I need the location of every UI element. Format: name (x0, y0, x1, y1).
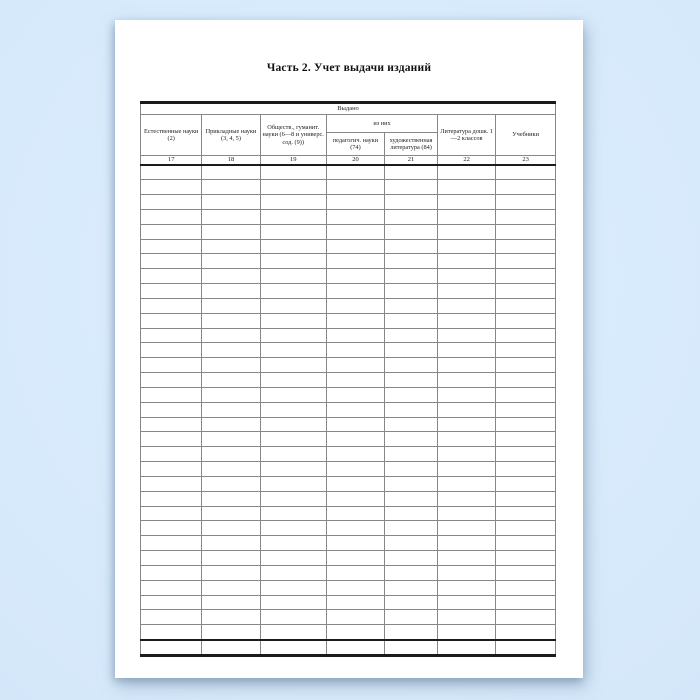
empty-cell (260, 209, 326, 224)
empty-cell (141, 313, 202, 328)
empty-cell (496, 165, 556, 180)
issuance-table (140, 101, 556, 657)
empty-cell (260, 165, 326, 180)
empty-cell (438, 254, 496, 269)
empty-cell (326, 580, 384, 595)
empty-cell (141, 269, 202, 284)
empty-cell (496, 387, 556, 402)
empty-cell (260, 387, 326, 402)
empty-cell (438, 313, 496, 328)
empty-cell (326, 462, 384, 477)
empty-cell (260, 610, 326, 625)
empty-cell (202, 536, 260, 551)
empty-cell (141, 298, 202, 313)
empty-cell (438, 402, 496, 417)
column-number: 22 (438, 156, 496, 166)
empty-cell (326, 417, 384, 432)
empty-cell (438, 343, 496, 358)
empty-cell (438, 462, 496, 477)
empty-cell (496, 402, 556, 417)
empty-cell (141, 387, 202, 402)
empty-cell (260, 536, 326, 551)
empty-cell (384, 195, 437, 210)
empty-cell (260, 506, 326, 521)
table-row (141, 358, 556, 373)
table-row (141, 224, 556, 239)
empty-cell (141, 343, 202, 358)
empty-cell (260, 328, 326, 343)
empty-cell (384, 328, 437, 343)
empty-cell (202, 269, 260, 284)
empty-cell (260, 417, 326, 432)
empty-cell (496, 328, 556, 343)
empty-cell (384, 595, 437, 610)
table-row (141, 195, 556, 210)
empty-cell (326, 209, 384, 224)
empty-cell (141, 417, 202, 432)
empty-cell (141, 462, 202, 477)
empty-cell (141, 432, 202, 447)
empty-cell (260, 640, 326, 656)
empty-cell (496, 506, 556, 521)
empty-cell (384, 551, 437, 566)
empty-cell (260, 625, 326, 640)
empty-cell (141, 224, 202, 239)
empty-cell (496, 447, 556, 462)
empty-cell (326, 298, 384, 313)
empty-cell (202, 313, 260, 328)
table-row (141, 580, 556, 595)
empty-cell (326, 640, 384, 656)
empty-cell (438, 580, 496, 595)
empty-cell (384, 447, 437, 462)
empty-cell (326, 343, 384, 358)
empty-cell (202, 462, 260, 477)
table-row (141, 476, 556, 491)
empty-cell (496, 595, 556, 610)
empty-cell (141, 625, 202, 640)
empty-cell (202, 521, 260, 536)
group-header-vydano: Выдано (141, 103, 556, 115)
table-row (141, 432, 556, 447)
empty-cell (326, 506, 384, 521)
empty-cell (260, 343, 326, 358)
empty-cell (260, 432, 326, 447)
empty-cell (496, 239, 556, 254)
empty-cell (326, 373, 384, 388)
empty-cell (496, 224, 556, 239)
empty-cell (260, 239, 326, 254)
column-header-fiction-literature: художественная литература (84) (384, 133, 437, 156)
empty-cell (202, 387, 260, 402)
empty-cell (496, 343, 556, 358)
table-row (141, 209, 556, 224)
empty-cell (438, 625, 496, 640)
empty-cell (202, 565, 260, 580)
empty-cell (260, 195, 326, 210)
empty-cell (438, 565, 496, 580)
empty-cell (438, 476, 496, 491)
empty-cell (260, 313, 326, 328)
empty-cell (496, 551, 556, 566)
table-row (141, 536, 556, 551)
empty-cell (260, 358, 326, 373)
empty-cell (260, 269, 326, 284)
empty-cell (202, 180, 260, 195)
table-row (141, 595, 556, 610)
empty-cell (384, 373, 437, 388)
empty-cell (384, 313, 437, 328)
empty-cell (384, 536, 437, 551)
empty-cell (438, 551, 496, 566)
empty-cell (438, 373, 496, 388)
empty-cell (384, 239, 437, 254)
table-row (141, 313, 556, 328)
empty-cell (384, 269, 437, 284)
totals-row (141, 640, 556, 656)
empty-cell (384, 358, 437, 373)
empty-cell (202, 195, 260, 210)
empty-cell (384, 565, 437, 580)
empty-cell (260, 373, 326, 388)
empty-cell (141, 328, 202, 343)
empty-cell (202, 298, 260, 313)
table-row (141, 462, 556, 477)
empty-cell (496, 209, 556, 224)
empty-cell (496, 610, 556, 625)
empty-cell (496, 313, 556, 328)
empty-cell (326, 269, 384, 284)
empty-cell (496, 284, 556, 299)
empty-cell (326, 521, 384, 536)
empty-cell (326, 165, 384, 180)
empty-cell (384, 462, 437, 477)
empty-cell (496, 640, 556, 656)
empty-cell (496, 417, 556, 432)
column-header-natural-sciences: Естественные науки (2) (141, 115, 202, 156)
empty-cell (384, 580, 437, 595)
empty-cell (496, 565, 556, 580)
page-title: Часть 2. Учет выдачи изданий (266, 62, 432, 74)
empty-cell (141, 595, 202, 610)
empty-cell (326, 328, 384, 343)
empty-cell (438, 328, 496, 343)
empty-cell (384, 165, 437, 180)
empty-cell (141, 476, 202, 491)
table-row (141, 447, 556, 462)
empty-cell (202, 447, 260, 462)
empty-cell (202, 625, 260, 640)
empty-cell (326, 610, 384, 625)
table-row (141, 610, 556, 625)
empty-cell (141, 551, 202, 566)
column-header-pedagogical-sciences: педагогич. науки (74) (326, 133, 384, 156)
empty-cell (438, 447, 496, 462)
column-number: 23 (496, 156, 556, 166)
empty-cell (438, 387, 496, 402)
empty-cell (438, 195, 496, 210)
empty-cell (141, 491, 202, 506)
empty-cell (326, 432, 384, 447)
empty-cell (384, 224, 437, 239)
empty-cell (438, 521, 496, 536)
empty-cell (260, 254, 326, 269)
table-row (141, 373, 556, 388)
table-row (141, 254, 556, 269)
empty-cell (141, 447, 202, 462)
empty-cell (141, 565, 202, 580)
empty-cell (326, 447, 384, 462)
empty-cell (496, 180, 556, 195)
empty-cell (326, 402, 384, 417)
empty-cell (438, 269, 496, 284)
empty-cell (141, 373, 202, 388)
empty-cell (438, 298, 496, 313)
empty-cell (326, 254, 384, 269)
empty-cell (260, 402, 326, 417)
empty-cell (326, 224, 384, 239)
empty-cell (326, 491, 384, 506)
empty-cell (202, 551, 260, 566)
empty-cell (384, 402, 437, 417)
column-number: 18 (202, 156, 260, 166)
empty-cell (384, 610, 437, 625)
empty-cell (384, 417, 437, 432)
empty-cell (384, 387, 437, 402)
empty-cell (141, 209, 202, 224)
empty-cell (260, 551, 326, 566)
empty-cell (438, 432, 496, 447)
empty-cell (202, 580, 260, 595)
column-header-row (141, 115, 556, 133)
empty-cell (496, 195, 556, 210)
table-row (141, 551, 556, 566)
empty-cell (202, 610, 260, 625)
column-number: 17 (141, 156, 202, 166)
empty-cell (202, 595, 260, 610)
subgroup-header-iz-nikh: из них (326, 115, 437, 133)
empty-cell (438, 610, 496, 625)
empty-cell (141, 610, 202, 625)
empty-cell (202, 254, 260, 269)
empty-cell (141, 402, 202, 417)
empty-cell (496, 358, 556, 373)
empty-cell (384, 521, 437, 536)
empty-cell (496, 462, 556, 477)
empty-cell (326, 358, 384, 373)
empty-cell (326, 476, 384, 491)
empty-cell (438, 506, 496, 521)
empty-cell (384, 432, 437, 447)
empty-cell (496, 298, 556, 313)
empty-cell (326, 313, 384, 328)
empty-cell (496, 491, 556, 506)
table-body (141, 165, 556, 656)
empty-cell (384, 254, 437, 269)
empty-cell (438, 239, 496, 254)
empty-cell (438, 595, 496, 610)
empty-cell (141, 239, 202, 254)
empty-cell (438, 536, 496, 551)
empty-cell (326, 551, 384, 566)
empty-cell (384, 625, 437, 640)
empty-cell (260, 580, 326, 595)
group-header-row (141, 103, 556, 115)
table-row (141, 565, 556, 580)
empty-cell (260, 224, 326, 239)
empty-cell (384, 491, 437, 506)
empty-cell (202, 358, 260, 373)
empty-cell (326, 595, 384, 610)
column-header-preschool-literature: Литература дошк. 1—2 классов (438, 115, 496, 156)
empty-cell (260, 298, 326, 313)
empty-cell (438, 180, 496, 195)
empty-cell (384, 209, 437, 224)
empty-cell (141, 165, 202, 180)
empty-cell (326, 284, 384, 299)
empty-cell (496, 254, 556, 269)
column-number-row (141, 156, 556, 166)
empty-cell (202, 239, 260, 254)
empty-cell (260, 595, 326, 610)
empty-cell (202, 343, 260, 358)
table-row (141, 165, 556, 180)
empty-cell (260, 447, 326, 462)
empty-cell (496, 432, 556, 447)
empty-cell (384, 180, 437, 195)
empty-cell (384, 506, 437, 521)
empty-cell (141, 536, 202, 551)
empty-cell (384, 343, 437, 358)
empty-cell (326, 239, 384, 254)
table-row (141, 239, 556, 254)
empty-cell (438, 417, 496, 432)
empty-cell (202, 476, 260, 491)
empty-cell (384, 284, 437, 299)
empty-cell (260, 476, 326, 491)
empty-cell (141, 580, 202, 595)
empty-cell (260, 565, 326, 580)
empty-cell (202, 417, 260, 432)
empty-cell (202, 491, 260, 506)
empty-cell (202, 328, 260, 343)
empty-cell (260, 491, 326, 506)
empty-cell (438, 640, 496, 656)
empty-cell (202, 373, 260, 388)
table-row (141, 269, 556, 284)
table-row (141, 417, 556, 432)
empty-cell (202, 224, 260, 239)
table-row (141, 343, 556, 358)
empty-cell (202, 506, 260, 521)
empty-cell (384, 640, 437, 656)
empty-cell (496, 521, 556, 536)
column-header-applied-sciences: Прикладные науки (3, 4, 5) (202, 115, 260, 156)
empty-cell (202, 432, 260, 447)
table-row (141, 328, 556, 343)
table-header (141, 103, 556, 166)
table-row (141, 298, 556, 313)
column-number: 20 (326, 156, 384, 166)
table-row (141, 284, 556, 299)
empty-cell (438, 358, 496, 373)
column-header-textbooks: Учебники (496, 115, 556, 156)
empty-cell (496, 536, 556, 551)
empty-cell (260, 521, 326, 536)
document-page (115, 20, 583, 678)
empty-cell (202, 640, 260, 656)
column-header-social-humanities: Обществ., гуманит. науки (6—8 и универс. сод. (9)) (260, 115, 326, 156)
table-row (141, 506, 556, 521)
empty-cell (202, 209, 260, 224)
table-row (141, 625, 556, 640)
empty-cell (141, 358, 202, 373)
empty-cell (326, 625, 384, 640)
empty-cell (496, 373, 556, 388)
column-number: 21 (384, 156, 437, 166)
empty-cell (326, 565, 384, 580)
table-row (141, 387, 556, 402)
empty-cell (141, 180, 202, 195)
empty-cell (141, 640, 202, 656)
table-row (141, 521, 556, 536)
empty-cell (202, 284, 260, 299)
table-row (141, 491, 556, 506)
empty-cell (496, 580, 556, 595)
empty-cell (141, 195, 202, 210)
empty-cell (141, 521, 202, 536)
empty-cell (326, 180, 384, 195)
empty-cell (496, 625, 556, 640)
empty-cell (496, 476, 556, 491)
empty-cell (202, 165, 260, 180)
empty-cell (438, 491, 496, 506)
empty-cell (202, 402, 260, 417)
table-row (141, 180, 556, 195)
empty-cell (141, 284, 202, 299)
empty-cell (438, 165, 496, 180)
empty-cell (438, 209, 496, 224)
empty-cell (438, 224, 496, 239)
empty-cell (384, 298, 437, 313)
empty-cell (260, 284, 326, 299)
empty-cell (326, 195, 384, 210)
empty-cell (141, 254, 202, 269)
empty-cell (326, 536, 384, 551)
empty-cell (496, 269, 556, 284)
empty-cell (260, 180, 326, 195)
empty-cell (260, 462, 326, 477)
empty-cell (326, 387, 384, 402)
column-number: 19 (260, 156, 326, 166)
table-row (141, 402, 556, 417)
empty-cell (384, 476, 437, 491)
empty-cell (438, 284, 496, 299)
empty-cell (141, 506, 202, 521)
